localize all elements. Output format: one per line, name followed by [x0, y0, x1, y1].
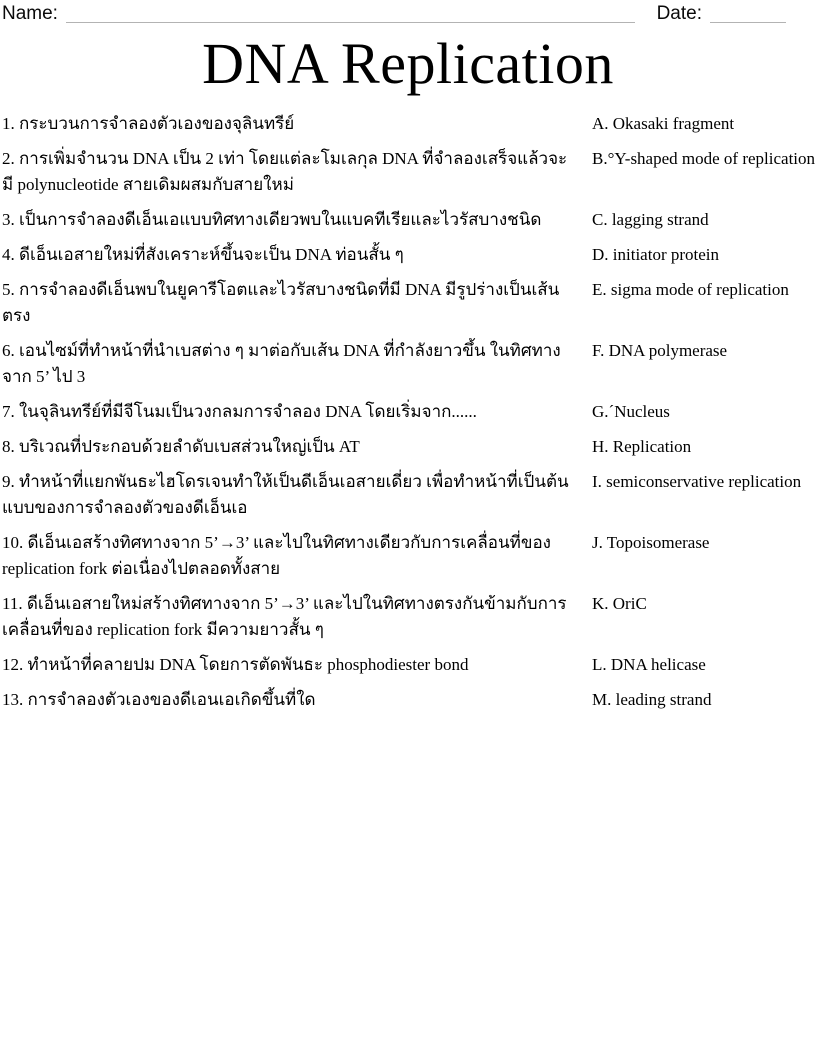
question-text: 12. ทำหน้าที่คลายปม DNA โดยการตัดพันธะ phosphodiester bond — [2, 654, 469, 674]
page-title: DNA Replication — [202, 31, 614, 96]
header — [0, 0, 816, 24]
answer-text: E. sigma mode of replication — [592, 279, 789, 299]
question-text: 8. บริเวณที่ประกอบด้วยลำดับเบสส่วนใหญ่เป็น AT — [2, 436, 360, 456]
answer-text: F. DNA polymerase — [592, 340, 728, 360]
matching-row — [2, 591, 816, 643]
question-text: 9. ทำหน้าที่แยกพันธะไฮโดรเจนทำให้เป็นดีเอ็นเอสายเดี่ยว เพื่อทำหน้าที่เป็นต้นแบบของการจำลองตัวของดีเอ็นเอ — [2, 471, 569, 517]
answer-text: K. OriC — [592, 593, 647, 613]
answer-text: A. Okasaki fragment — [592, 113, 735, 133]
matching-row — [2, 399, 816, 425]
question-text: 2. การเพิ่มจำนวน DNA เป็น 2 เท่า โดยแต่ละโมเลกุล DNA ที่จำลองเสร็จแล้วจะมี polynucleotide สายเดิมผสมกับสายใหม่ — [2, 148, 568, 194]
answer-text: D. initiator protein — [592, 244, 720, 264]
date-label: Date: — [656, 3, 702, 24]
answer-text: C. lagging strand — [592, 209, 709, 229]
question-text: 11. ดีเอ็นเอสายใหม่สร้างทิศทางจาก 5’→3’ และไปในทิศทางตรงกันข้ามกับการเคลื่อนที่ของ replication fork มีความยาวสั้น ๆ — [2, 593, 567, 639]
answer-text: B.°Y-shaped mode of replication — [592, 148, 816, 168]
date-blank-line — [710, 3, 786, 23]
question-text: 10. ดีเอ็นเอสร้างทิศทางจาก 5’→3’ และไปในทิศทางเดียวกับการเคลื่อนที่ของ replication fork ต่อเนื่องไปตลอดทั้งสาย — [2, 532, 551, 578]
matching-list — [0, 111, 816, 713]
answer-text: L. DNA helicase — [592, 654, 706, 674]
name-label: Name: — [2, 3, 58, 24]
question-text: 6. เอนไซม์ที่ทำหน้าที่นำเบสต่าง ๆ มาต่อกับเส้น DNA ที่กำลังยาวขึ้น ในทิศทางจาก 5’ ไป 3 — [2, 340, 561, 386]
matching-row — [2, 207, 816, 233]
question-text: 1. กระบวนการจำลองตัวเองของจุลินทรีย์ — [2, 113, 295, 133]
matching-row — [2, 338, 816, 390]
matching-row — [2, 652, 816, 678]
matching-row — [2, 530, 816, 582]
name-blank-line — [66, 3, 635, 23]
answer-text: H. Replication — [592, 436, 692, 456]
answer-text: I. semiconservative replication — [592, 471, 802, 491]
matching-row — [2, 469, 816, 521]
question-text: 3. เป็นการจำลองดีเอ็นเอแบบทิศทางเดียวพบในแบคทีเรียและไวรัสบางชนิด — [2, 209, 542, 229]
matching-row — [2, 434, 816, 460]
matching-row — [2, 111, 816, 137]
matching-row — [2, 242, 816, 268]
answer-text: M. leading strand — [592, 689, 712, 709]
matching-row — [2, 277, 816, 329]
answer-text: J. Topoisomerase — [592, 532, 710, 552]
answer-text: G.´Nucleus — [592, 401, 670, 421]
question-text: 4. ดีเอ็นเอสายใหม่ที่สังเคราะห์ขึ้นจะเป็น DNA ท่อนสั้น ๆ — [2, 244, 404, 264]
question-text: 13. การจำลองตัวเองของดีเอนเอเกิดขึ้นที่ใด — [2, 689, 316, 709]
matching-row — [2, 146, 816, 198]
matching-row — [2, 687, 816, 713]
question-text: 7. ในจุลินทรีย์ที่มีจีโนมเป็นวงกลมการจำลอง DNA โดยเริ่มจาก...... — [2, 401, 477, 421]
question-text: 5. การจำลองดีเอ็นพบในยูคารีโอตและไวรัสบางชนิดที่มี DNA มีรูปร่างเป็นเส้นตรง — [2, 279, 560, 325]
